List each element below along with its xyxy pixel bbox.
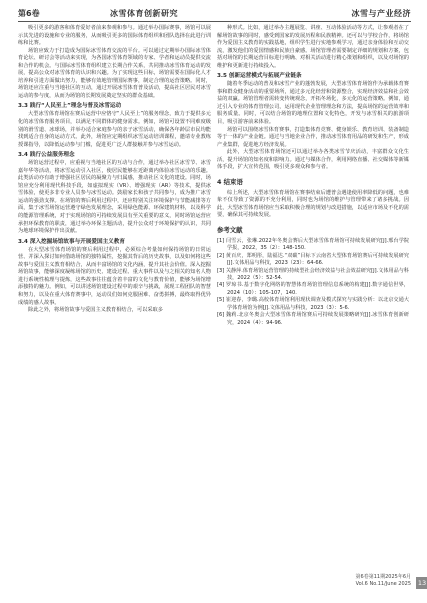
- section-heading: 3.3 践行“人民至上”理念与普及冰雪运动: [18, 103, 122, 110]
- reference-item: [1] 闫雪云，张琳.2022年冬奥会赛后大型冰雪体育场馆可持续发展研究[J].邢台学院学报，2022，35（2）：148-150.: [217, 238, 409, 252]
- paragraph: 随着冬季运动的普及和冰雪产业的蓬勃发展，大型冰雪体育场馆作为承载体育赛事和群众健身活动的重要场所，通过多元化经营和资源整合，实现经济效益和社会效益的双赢。场馆管理者需转变传统观念，开拓冬场化，多元化的运营策略。例如，通过引入专业的体育管理公司，运用现代企业管理理念和方法，提高场馆的运营效率和服务质量。同时，可以结合场馆的地理位置和文化特色，开发与冰雪相关的旅游项目，吸引游客前来体验。: [217, 81, 409, 126]
- references-heading: 参考文献: [217, 226, 243, 235]
- paragraph: 场馆应致力于打造成为国际冰雪体育交流的平台。可以通过定期举办国际冰雪体育论坛、研讨会等活动来实现，为各国冰雪体育领域的专家、学者和运动员提供交流和合作的机会。与国际冰雪体育组织建立长期合作关系，共同推动冰雪体育运动的发展，提高公众对冰雪体育的认识和兴趣。为了实现这些目标，场馆需要在国际化人才培养和引进方面做出努力，能够有效地管理国际赛事，制定合理的运营策略。同时，场馆还应注重与当地社区的互动，通过开展冰雪体育普及活动，提高社区居民对冰雪运动的参与度，从而为场馆的长期发展奠定坚实的群众基础。: [18, 47, 211, 99]
- journal-title: 冰雪体育创新研究: [110, 9, 178, 18]
- volume-label: 第6卷: [18, 9, 40, 18]
- paragraph: 大型冰雪体育场馆在赛后运营中应恪守“人民至上”的服务理念，致力于提供多元化的冰雪体育服务项目，以满足不同群体的健身需求。例如，场馆可设置不同难度级别的滑雪道、冰球场，并举办适合家庭参与的亲子冰雪活动，确保各年龄层市民均能找到适合自身的运动方式。此外，场馆应定期组织冰雪运动培训课程，邀请专业教练授课指导，以降低运动参与门槛，促进更广泛人群接触并参与冰雪运动。: [18, 111, 211, 148]
- paragraph: 场馆运营过程中，应重视与当地社区的互动与合作，通过举办社区冰雪节、冰雪嘉年华等活动，将冰雪运动引入社区，使居民能够在近距离内体验冰雪运动的乐趣。此类活动亦有助于增强社区居民的凝聚力与归属感，推动社区文化的建设。同时，场馆应充分利用现代科技手段，如虚拟现实（VR）、增强现实（AR）等技术，提供冰雪体验，使更多非专业人员参与冰雪运动。鼓励家长和孩子共同参与，成为推广冰雪运动的强劲支撑。在场馆的赛后利用过程中，还应特别关注环境保护与节能减排等方面，集于冰雪场馆运营遵守绿色发展理念，采用绿色能源、环保建筑材料，以及科学的能源管理系统，对于实现场馆的可持续发展具有至关重要的意义，同时场馆运营应承担环保教育的职责，通过举办环保主题活动，提升公众对于环境保护的认识，共同为地球环境保护作出贡献。: [18, 160, 211, 235]
- reference-item: [3] 关静萍.体育场馆运营管理的持续型社会经济效益与社会效益研究[J].文体用品与科技，2022（5）：52-54.: [217, 267, 409, 282]
- right-column: [217, 25, 409, 327]
- footer-issue-cn: 第6卷第11期2025年6月: [355, 574, 411, 580]
- reference-list: [217, 238, 409, 327]
- running-header: [18, 6, 411, 20]
- conclusion-heading: 4 结束语: [217, 177, 243, 186]
- paragraph: 吸引更多的游客和体育爱好者前来参观和参与。通过举办国际赛事，场馆可以展示其先进的设施和专业的服务，从而吸引更多的国际体育组织和团队选择在此进行训练和比赛。: [18, 25, 211, 47]
- reference-item: [6] 魏莉.北京冬奥会大型冰雪体育场馆赛后可持续发展策略研究[J].冰雪体育创新研究，2024（4）：94-96.: [217, 312, 409, 326]
- section-title: 冰雪与产业经济: [351, 9, 411, 18]
- section-heading: 3.4 践行公益服务理念: [18, 152, 75, 159]
- paragraph: 综上所述，大型冰雪体育场馆在赛事结束后遭普会遇逢使用率降低的问题，也难象不仅导致了资源的不充分利用，同时也为场馆的维护与管理带来了诸多挑战。因此，大型冰雪体育场馆应当采取积极合理的规划与改进措施，以适应市场及不化的需要，确保其可持续发展。: [217, 189, 409, 219]
- page-number: 13: [417, 579, 427, 587]
- paragraph: 此外，大型冰雪体育场馆还可以通过举办各类冰雪节庆活动，丰富群众文化生活，提升场馆的知名度和影响力。通过与媒体合作，利用网络直播、社交媒体等新媒体手段，扩大宣传范围，吸引更多观众和参与者。: [217, 149, 409, 171]
- reference-item: [5] 崔迎春，李璐.高校体育场馆利用现状调查及模式探究与实践分析：以北京交通大学体育场馆为例[J].文体用品与科技，2023（3）：5-6.: [217, 297, 409, 311]
- section-heading: 3.4 深入挖掘场馆故事与开展爱国主义教育: [18, 238, 125, 245]
- reference-item: [2] 黄百庆，郑明彤，陆福达.“双碳”目标下云南省大型体育场馆赛后可持续发展研究[J].文体用品与科技，2023（23）：64-66.: [217, 252, 409, 267]
- section-heading: 3.5 创新运营模式与拓展产业链条: [217, 73, 302, 80]
- footer-info: [356, 574, 411, 587]
- paragraph: 场馆可以围绕冰雪体育赛事，打造集体育竞赛、健身娱乐、教育培训、装备制造等于一体的产业金链。通过与当地企业合作，推动冰雪体育用品的研发和生产，形成产业集群，促进地方经济发展。: [217, 126, 409, 148]
- left-column: [18, 25, 211, 315]
- paragraph: 除此之外，将场馆故事与爱国主义教育相结合，可以采取多: [28, 307, 163, 314]
- footer-issue-en: Vol.6 No.11/June 2025: [355, 580, 411, 587]
- paragraph: 在大型冰雪体育场馆的赛后利用过程中，必须综合考量如何保持场馆的日常运营、并深入探讨如何借助场馆的独特属性，挖掘其背后的历史故事，以及如何将这些故事与爱国主义教育相结合，从而丰富场馆的文化内涵，提升其社会价值。深入挖掘场馆故事，能够深度凝练场馆的历史、建设过程、重大事件以及与之相关的知名人物进行系统性梳理与提炼，这些故事往往蕴含着丰富的文化与教育价值，能够为场馆增添独特的魅力。例如，可以讲述场馆建设过程中的艰辛与挑战，展现工程团队的智慧和努力，以及在重大体育赛事中，运动员们如何克服困难、奋勇拼搏，最终取得优异成绩的感人故事。: [18, 246, 211, 306]
- reference-item: [4] 罗琼书.基于数字化网络的智慧体育场馆管理信息系统的构建[J].数字通信世界，2024（10）：105-107，140.: [217, 282, 409, 296]
- paragraph: 种形式。比如，通过举办主题展览、讲座、互动体验活动等方式，让参观者在了解场馆故事的同时，感受到国家的发展历程和民族精神。还可以与学校合作，将场馆作为爱国主义教育的实践基地，组织学生进行实地参观学习，通过亲身体验和互动交流，激发他们的爱国情感和民族自豪感。场馆管理者需要制定详细的规划和方案，包括对场馆的长期运营目标进行明确、对相关活动进行精心策划和组织，以及对场馆的维护和更新进行持续投入。: [217, 25, 409, 69]
- header-rule: [18, 21, 411, 22]
